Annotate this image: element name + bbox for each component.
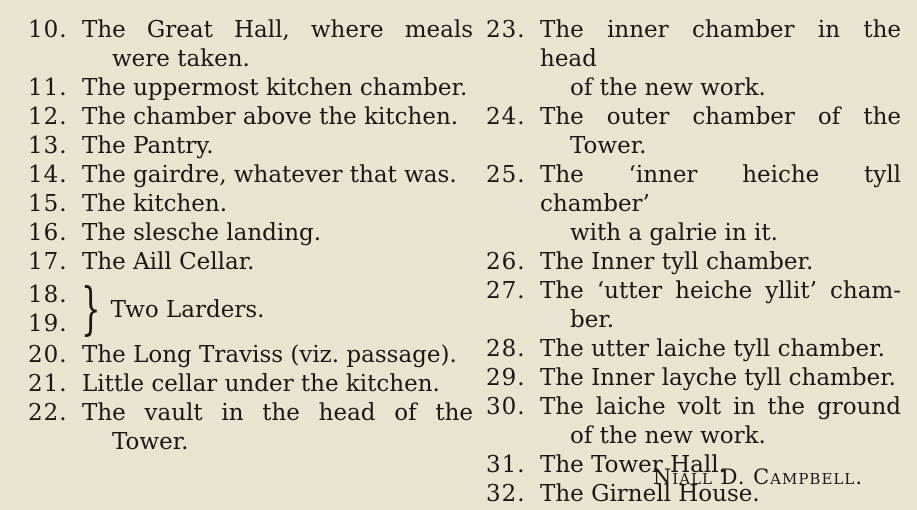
list-item (486, 393, 901, 422)
list-item (486, 16, 901, 74)
item-number: 27. (486, 278, 526, 304)
item-text: The utter laiche tyll chamber. (540, 336, 885, 362)
list-item (28, 103, 473, 132)
item-number: 21. (28, 371, 68, 397)
item-text: The Aill Cellar. (82, 249, 255, 275)
list-item (486, 335, 901, 364)
item-number: 19. (28, 311, 68, 337)
item-text: The ‘utter heiche yllit’ cham- (540, 278, 901, 304)
item-text-continued: Tower. (570, 133, 647, 159)
bracketed-list-item (28, 277, 473, 342)
item-text: The uppermost kitchen chamber. (82, 75, 468, 101)
item-number: 10. (28, 17, 68, 43)
item-number: 16. (28, 220, 68, 246)
list-item (28, 219, 473, 248)
item-text: Two Larders. (110, 297, 265, 323)
item-number: 15. (28, 191, 68, 217)
list-item (486, 277, 901, 306)
item-text: The Long Traviss (viz. passage). (82, 342, 457, 368)
item-text: The gairdre, whatever that was. (82, 162, 457, 188)
item-text: The laiche volt in the ground (540, 394, 901, 420)
list-item (28, 341, 473, 370)
list-item (486, 103, 901, 132)
item-number: 25. (486, 162, 526, 188)
item-number: 31. (486, 452, 526, 478)
item-number: 17. (28, 249, 68, 275)
list-item (486, 248, 901, 277)
item-number: 26. (486, 249, 526, 275)
item-number: 32. (486, 481, 526, 507)
item-text: Little cellar under the kitchen. (82, 371, 440, 397)
left-column (28, 16, 473, 457)
item-text: The kitchen. (82, 191, 228, 217)
list-item (28, 16, 473, 45)
right-column (486, 16, 901, 509)
list-item (486, 364, 901, 393)
list-item (28, 161, 473, 190)
item-text: The Girnell House. (540, 481, 760, 507)
item-text: The Inner tyll chamber. (540, 249, 814, 275)
item-number: 23. (486, 17, 526, 43)
item-number: 18. (28, 282, 68, 308)
item-text: The inner chamber in the head (540, 17, 901, 72)
item-text: The slesche landing. (82, 220, 322, 246)
list-item (28, 370, 473, 399)
item-text: The chamber above the kitchen. (82, 104, 459, 130)
item-number: 30. (486, 394, 526, 420)
item-number: 29. (486, 365, 526, 391)
item-number: 20. (28, 342, 68, 368)
item-text-continued: were taken. (112, 46, 250, 72)
list-item (28, 74, 473, 103)
item-text-continued: with a galrie in it. (570, 220, 778, 246)
item-number: 13. (28, 133, 68, 159)
item-text: The ‘inner heiche tyll chamber’ (540, 162, 901, 217)
item-number: 12. (28, 104, 68, 130)
item-text: The Great Hall, where meals (82, 17, 473, 43)
item-text-continued: of the new work. (570, 75, 766, 101)
item-text-continued: of the new work. (570, 423, 766, 449)
item-number: 28. (486, 336, 526, 362)
item-text: The outer chamber of the (540, 104, 901, 130)
item-number: 14. (28, 162, 68, 188)
list-item (28, 248, 473, 277)
list-item (28, 399, 473, 428)
item-text-continued: ber. (570, 307, 615, 333)
curly-brace: } (81, 277, 101, 342)
item-text: The Pantry. (82, 133, 214, 159)
list-item (486, 161, 901, 219)
author-signature: Niall D. Campbell. (652, 465, 863, 489)
list-item (28, 190, 473, 219)
bracketed-numbers (28, 281, 73, 339)
item-text-continued: Tower. (112, 429, 189, 455)
item-number: 22. (28, 400, 68, 426)
list-item (28, 132, 473, 161)
item-text: The Inner layche tyll chamber. (540, 365, 896, 391)
item-number: 11. (28, 75, 68, 101)
item-text: The Tower Hall. (540, 452, 726, 478)
item-number: 24. (486, 104, 526, 130)
item-text: The vault in the head of the (82, 400, 473, 426)
